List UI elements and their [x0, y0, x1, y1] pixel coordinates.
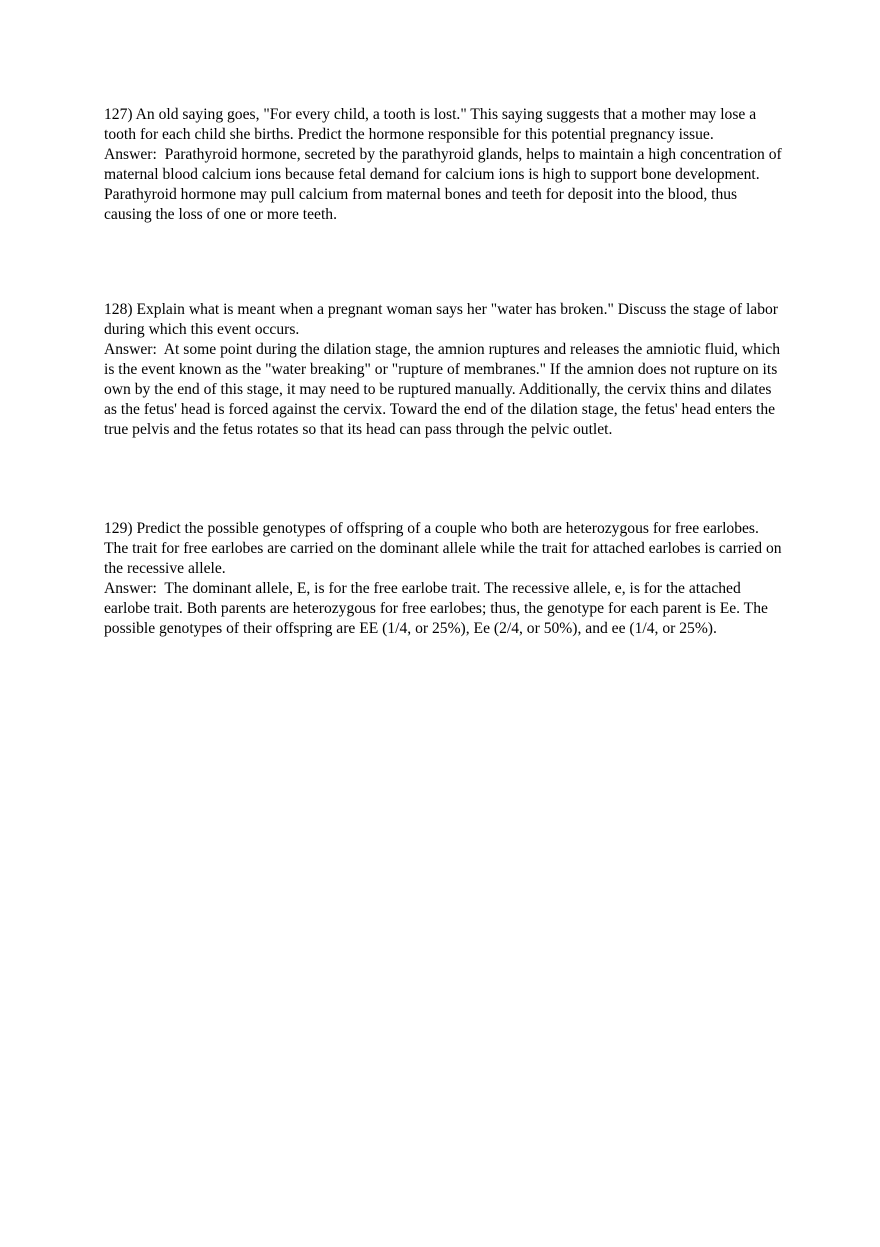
answer-label: Answer: [104, 580, 165, 597]
question-text: 128) Explain what is meant when a pregnant woman says her "water has broken." Discuss the stage of labor during which this event occurs. [104, 301, 778, 338]
answer-label: Answer: [104, 146, 165, 163]
answer-paragraph [104, 145, 784, 225]
answer-label: Answer: [104, 341, 164, 358]
question-text: 127) An old saying goes, "For every child, a tooth is lost." This saying suggests that a mother may lose a tooth for each child she births. Predict the hormone responsible for this potential pregnancy issue. [104, 106, 757, 143]
question-block-128 [104, 300, 784, 440]
answer-paragraph [104, 579, 784, 639]
question-block-129 [104, 519, 784, 639]
question-text: 129) Predict the possible genotypes of offspring of a couple who both are heterozygous for free earlobes. The trait for free earlobes are carried on the dominant allele while the trait for attached earlobes is carried on the recessive allele. [104, 520, 782, 577]
question-block-127 [104, 105, 784, 225]
answer-text: The dominant allele, E, is for the free earlobe trait. The recessive allele, e, is for the attached earlobe trait. Both parents are heterozygous for free earlobes; thus, the genotype for each parent is Ee. The possible genotypes of their offspring are EE (1/4, or 25%), Ee (2/4, or 50%), and ee (1/4, or 25%). [104, 580, 768, 637]
answer-paragraph [104, 340, 784, 440]
answer-text: At some point during the dilation stage, the amnion ruptures and releases the amniotic fluid, which is the event known as the "water breaking" or "rupture of membranes." If the amnion does not rupture on its own by the end of this stage, it may need to be ruptured manually. Additionally, the cervix thins and dilates as the fetus' head is forced against the cervix. Toward the end of the dilation stage, the fetus' head enters the true pelvis and the fetus rotates so that its head can pass through the pelvic outlet. [104, 341, 781, 438]
answer-text: Parathyroid hormone, secreted by the parathyroid glands, helps to maintain a high concentration of maternal blood calcium ions because fetal demand for calcium ions is high to support bone development. Parathyroid hormone may pull calcium from maternal bones and teeth for deposit into the blood, thus causing the loss of one or more teeth. [104, 146, 782, 223]
